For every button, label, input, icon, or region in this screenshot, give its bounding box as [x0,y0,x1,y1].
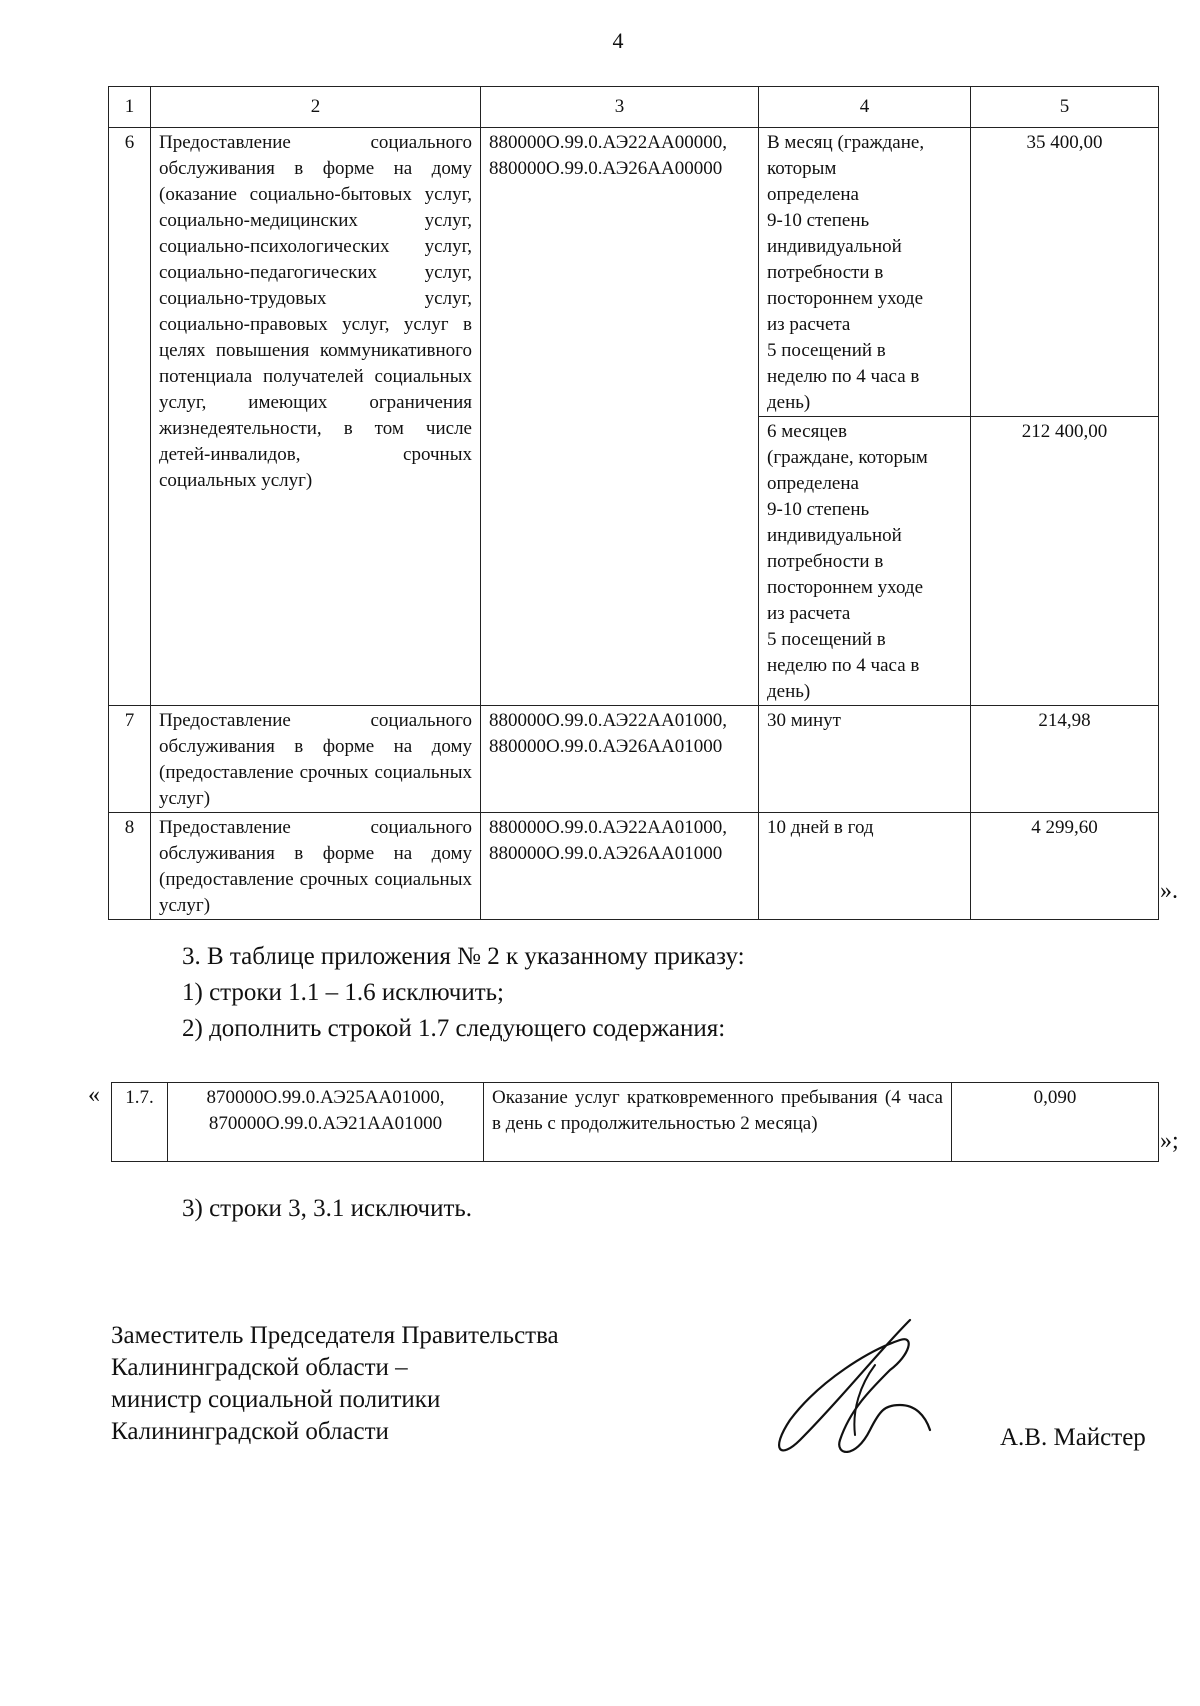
table-header-row [109,87,1159,128]
column-header-5: 5 [971,87,1159,128]
addition-table [111,1082,1159,1162]
closing-quote: ». [1160,878,1178,904]
row-number: 7 [109,706,151,813]
service-period: 6 месяцев (граждане, которым определена 9-10 степень индивидуальной потребности в постороннем уходе из расчета 5 посещений в неделю по 4 часа в день) [759,417,971,706]
service-codes: 880000О.99.0.АЭ22АА01000, 880000О.99.0.АЭ26АА01000 [481,706,759,813]
row-number: 6 [109,128,151,706]
paragraph-3-item-1: 1) строки 1.1 – 1.6 исключить; [182,979,504,1006]
service-price: 214,98 [971,706,1159,813]
paragraph-3-item-2: 2) дополнить строкой 1.7 следующего содержания: [182,1015,726,1042]
services-price-table [108,86,1159,920]
service-value: 0,090 [952,1083,1159,1162]
paragraph-3: 3. В таблице приложения № 2 к указанному приказу: [182,943,745,970]
column-header-3: 3 [481,87,759,128]
column-header-4: 4 [759,87,971,128]
service-price: 35 400,00 [971,128,1159,417]
column-header-2: 2 [151,87,481,128]
service-name: Предоставление социального обслуживания в форме на дому (предоставление срочных социальных услуг) [151,706,481,813]
handwritten-signature [760,1310,960,1470]
table-row [109,813,1159,920]
signer-name: А.В. Майстер [1000,1424,1146,1451]
service-name: Предоставление социального обслуживания в форме на дому (предоставление срочных социальных услуг) [151,813,481,920]
column-header-1: 1 [109,87,151,128]
opening-quote: « [88,1082,100,1108]
service-name: Предоставление социального обслуживания в форме на дому (оказание социально-бытовых услуг, социально-медицинских услуг, социально-психологических услуг, социально-педагогических услуг, социально-трудовых услуг, социально-правовых услуг, услуг в целях повышения коммуникативного потенциала получателей социальных услуг, имеющих ограничения жизнедеятельности, в том числе детей-инвалидов, срочных социальных услуг) [151,128,481,706]
service-codes: 880000О.99.0.АЭ22АА00000, 880000О.99.0.АЭ26АА00000 [481,128,759,706]
service-codes: 870000О.99.0.АЭ25АА01000, 870000О.99.0.АЭ21АА01000 [168,1083,484,1162]
signer-title: Заместитель Председателя Правительства Калининградской области – министр социальной политики Калининградской области [111,1322,559,1445]
service-period: В месяц (граждане, которым определена 9-10 степень индивидуальной потребности в постороннем уходе из расчета 5 посещений в неделю по 4 часа в день) [759,128,971,417]
row-number: 8 [109,813,151,920]
service-price: 4 299,60 [971,813,1159,920]
closing-quote: »; [1160,1128,1179,1154]
row-number: 1.7. [112,1083,168,1162]
service-name: Оказание услуг кратковременного пребывания (4 часа в день с продолжительностью 2 месяца) [484,1083,952,1162]
service-period: 30 минут [759,706,971,813]
service-codes: 880000О.99.0.АЭ22АА01000, 880000О.99.0.АЭ26АА01000 [481,813,759,920]
table-row [109,706,1159,813]
table-row [112,1083,1159,1162]
service-price: 212 400,00 [971,417,1159,706]
paragraph-3-item-3: 3) строки 3, 3.1 исключить. [182,1195,473,1222]
service-period: 10 дней в год [759,813,971,920]
page-number: 4 [612,28,624,53]
table-row [109,128,1159,417]
